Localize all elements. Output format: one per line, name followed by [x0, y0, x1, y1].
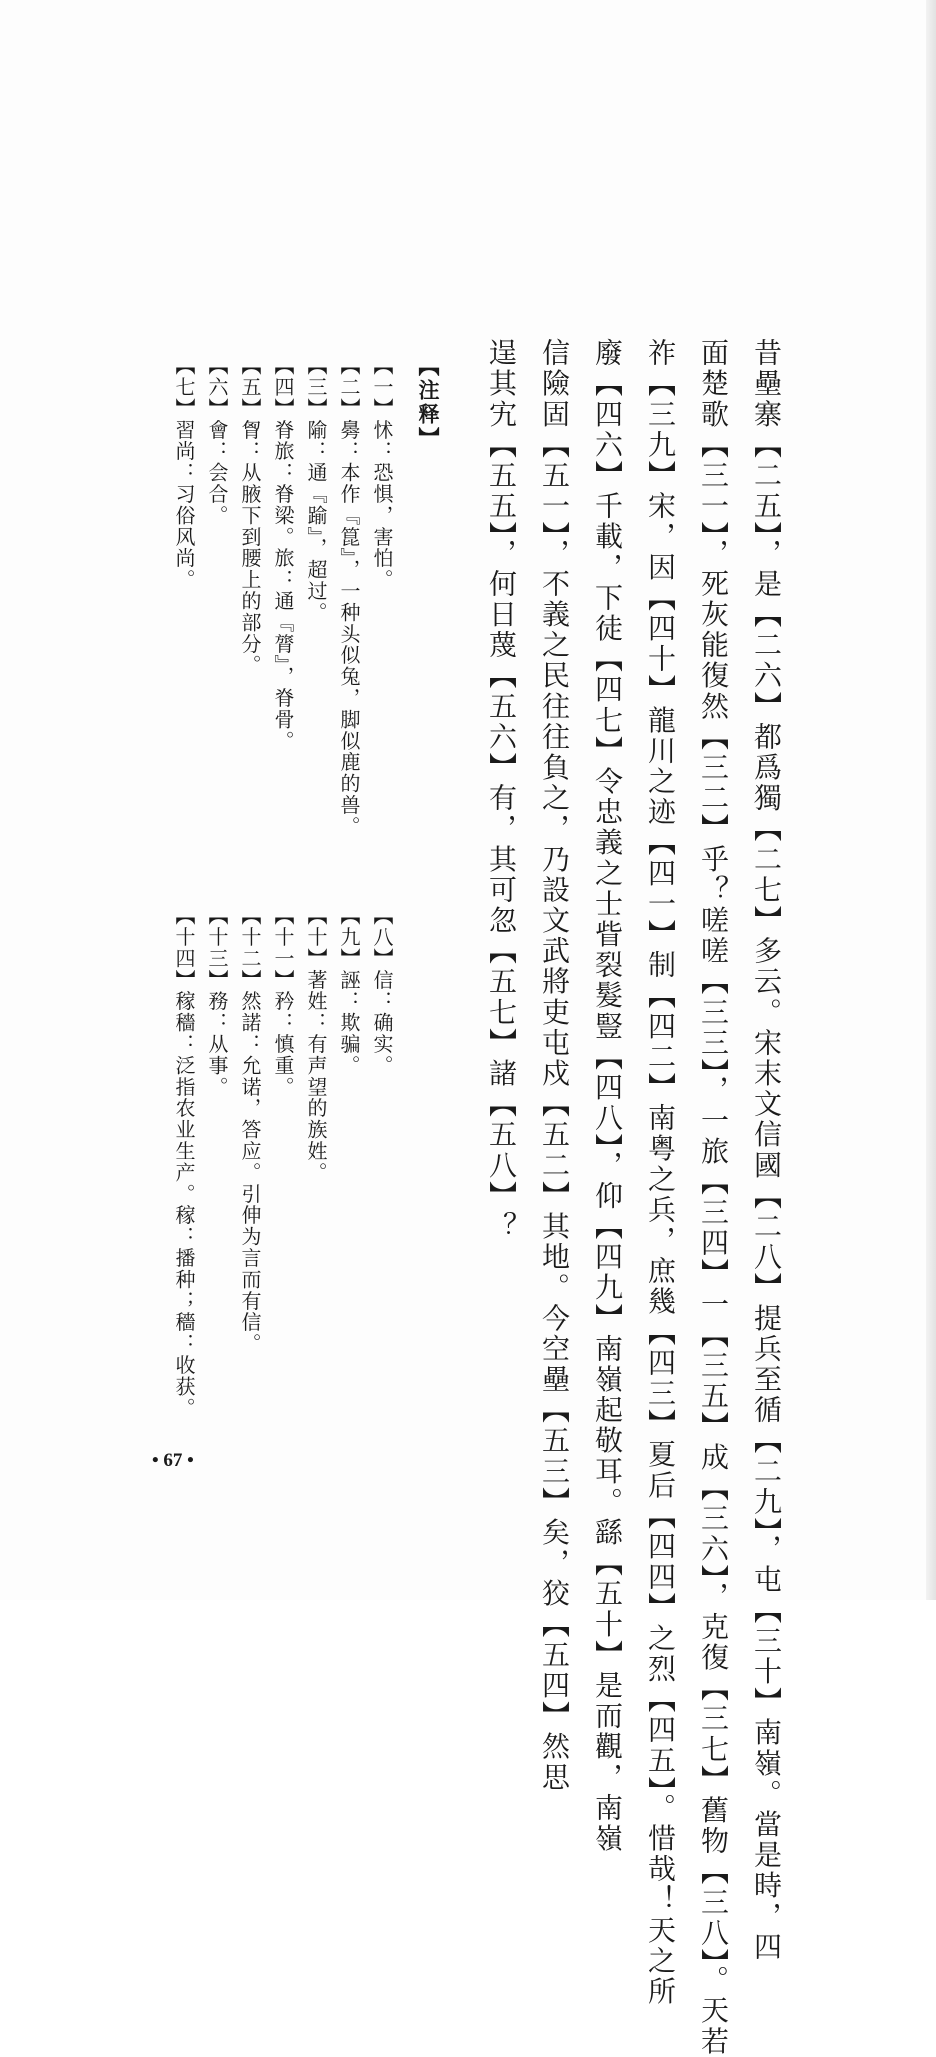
page-edge-shadow [926, 0, 936, 1600]
note-4: 【四】脊旅：脊梁。旅：通『膂』，脊骨。 [271, 355, 295, 752]
note-1: 【一】怵：恐惧，害怕。 [370, 355, 394, 591]
main-text-column-3: 祚【三九】宋，因【四十】龍川之迹【四一】制【四二】南粤之兵，庶幾【四三】夏后【四四】之烈【四五】。惜哉！天之所 [644, 338, 677, 2007]
note-5: 【五】胷：从腋下到腰上的部分。 [238, 355, 262, 676]
notes-heading: 【注释】 [416, 355, 440, 451]
main-text-column-2: 面楚歌【三一】，死灰能復然【三二】乎？嗟嗟【三三】，一旅【三四】一【三五】成【三六】，克復【三七】舊物【三八】。天若 [697, 338, 730, 2057]
page-number: • 67 • [152, 1450, 194, 1471]
note-2: 【二】臱：本作『箟』，一种头似兔，脚似鹿的兽。 [337, 355, 361, 838]
main-text-column-1: 昔壘寨【二五】，是【二六】都爲獨【二七】多云。宋末文信國【二八】提兵至循【二九】，屯【三十】南嶺。當是時，四 [750, 338, 783, 1963]
main-text-column-4: 廢【四六】千載，下徒【四七】令忠義之士眥裂髮豎【四八】，仰【四九】南嶺起敬耳。繇【五十】是而觀，南嶺 [591, 338, 624, 1854]
note-7: 【七】習尚：习俗风尚。 [172, 355, 196, 591]
note-12: 【十二】然諾：允诺，答应。引伸为言而有信。 [238, 905, 262, 1355]
main-text-column-6: 逞其宄【五五】，何日蔑【五六】有，其可忽【五七】諸【五八】？ [485, 338, 518, 1242]
note-11: 【十一】矜：慎重。 [271, 905, 295, 1098]
note-14: 【十四】稼穡：泛指农业生产。稼：播种；穡：收获。 [172, 905, 196, 1419]
note-13: 【十三】務：从事。 [205, 905, 229, 1098]
note-6: 【六】會：会合。 [205, 355, 229, 527]
note-10: 【十】著姓：有声望的族姓。 [304, 905, 328, 1184]
note-8: 【八】信：确实。 [370, 905, 394, 1077]
note-9: 【九】誣：欺骗。 [337, 905, 361, 1077]
main-text-column-5: 信險固【五一】，不義之民往往負之，乃設文武將吏屯戍【五二】其地。今空壘【五三】矣，狡【五四】然思 [538, 338, 571, 1793]
note-3: 【三】隃：通『踰』，超过。 [304, 355, 328, 624]
